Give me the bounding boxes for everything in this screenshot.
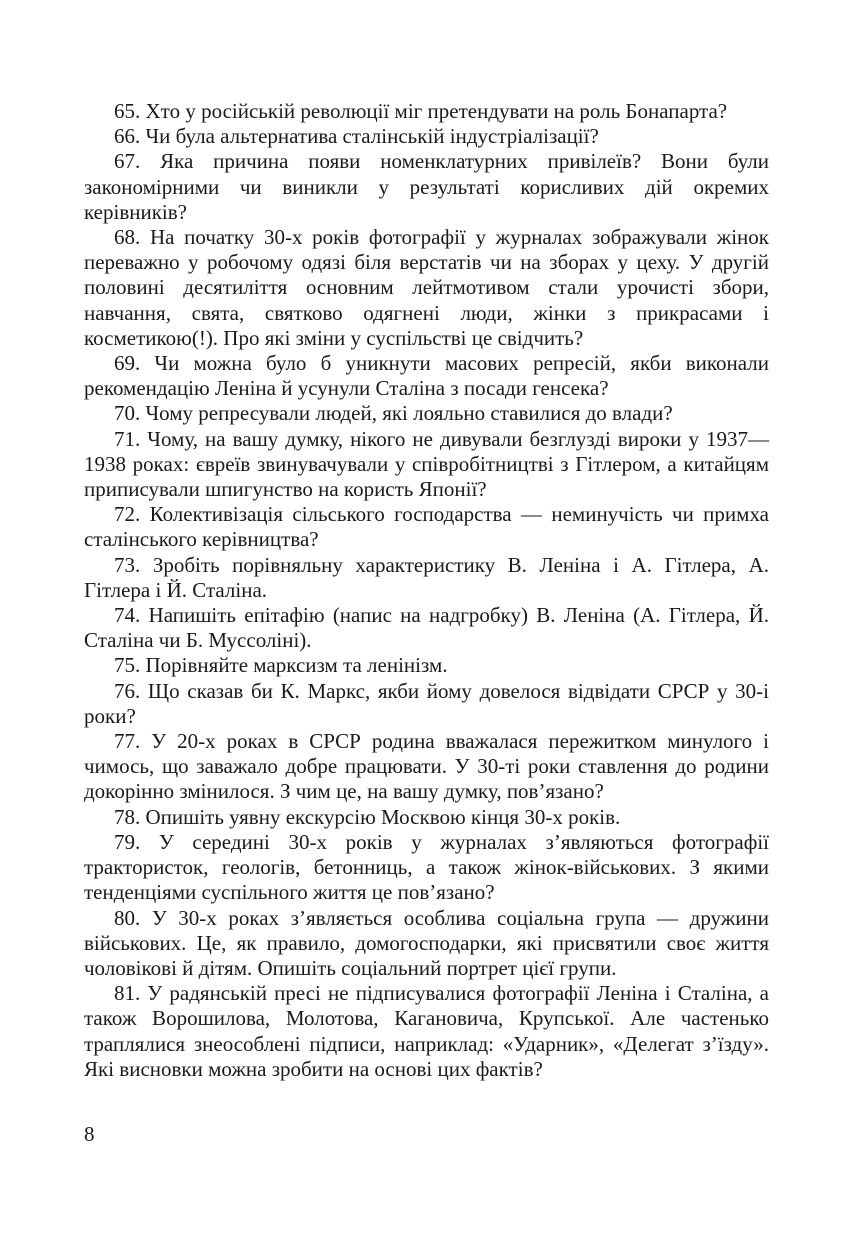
question-74: 74. Напишіть епітафію (напис на надгробку) В. Леніна (А. Гітлера, Й. Сталіна чи Б. Муссоліні). [84,603,769,653]
question-68: 68. На початку 30-х років фотографії у журналах зображували жінок переважно у робочому одязі біля верстатів чи на зборах у цеху. У другій половині десятиліття основним лейтмотивом стали урочисті збори, навчання, свята, святково одягнені люди, жінки з прикрасами і косметикою(!). Про які зміни у суспільстві це свідчить? [84,225,769,350]
question-list [84,99,769,1082]
question-78: 78. Опишіть уявну екскурсію Москвою кінця 30-х років. [114,804,621,829]
question-72: 72. Колективізація сільського господарства — неминучість чи примха сталінського керівництва? [84,502,769,552]
page-number: 8 [84,1122,95,1146]
question-66: 66. Чи була альтернатива сталінській індустріалізації? [114,124,599,149]
question-76: 76. Що сказав би К. Маркс, якби йому довелося відвідати СРСР у 30-і роки? [84,678,769,728]
question-80: 80. У 30-х роках з’являється особлива соціальна група — дружини військових. Це, як правило, домогосподарки, які присвятили своє життя чоловікові й дітям. Опишіть соціальний портрет цієї групи. [84,905,769,980]
question-73: 73. Зробіть порівняльну характеристику В. Леніна і А. Гітлера, А. Гітлера і Й. Сталіна. [84,552,769,602]
question-81: 81. У радянській пресі не підписувалися фотографії Леніна і Сталіна, а також Ворошилова, Молотова, Кагановича, Крупської. Але частенько траплялися знеособлені підписи, наприклад: «Ударник», «Делегат з’їзду». Які висновки можна зробити на основі цих фактів? [84,981,769,1081]
question-79: 79. У середині 30-х років у журналах з’являються фотографії трактористок, геологів, бетонниць, а також жінок-військових. З якими тенденціями суспільного життя це пов’язано? [84,829,769,905]
question-69: 69. Чи можна було б уникнути масових репресій, якби виконали рекомендацію Леніна й усунули Сталіна з посади генсека? [84,351,769,401]
question-75: 75. Порівняйте марксизм та ленінізм. [114,653,448,678]
question-70: 70. Чому репресували людей, які лояльно ставилися до влади? [114,401,673,426]
question-67: 67. Яка причина появи номенклатурних привілеїв? Вони були закономірними чи виникли у результаті корисливих дій окремих керівників? [84,149,769,224]
question-71: 71. Чому, на вашу думку, нікого не дивували безглузді вироки у 1937—1938 роках: євреїв звинувачували у співробітництві з Гітлером, а китайцям приписували шпигунство на користь Японії? [84,426,769,502]
question-65: 65. Хто у російській революції міг претендувати на роль Бонапарта? [114,99,728,123]
question-77: 77. У 20-х роках в СРСР родина вважалася пережитком минулого і чимось, що заважало добре працювати. У 30-ті роки ставлення до родини докорінно змінилося. З чим це, на вашу думку, пов’язано? [84,729,769,804]
